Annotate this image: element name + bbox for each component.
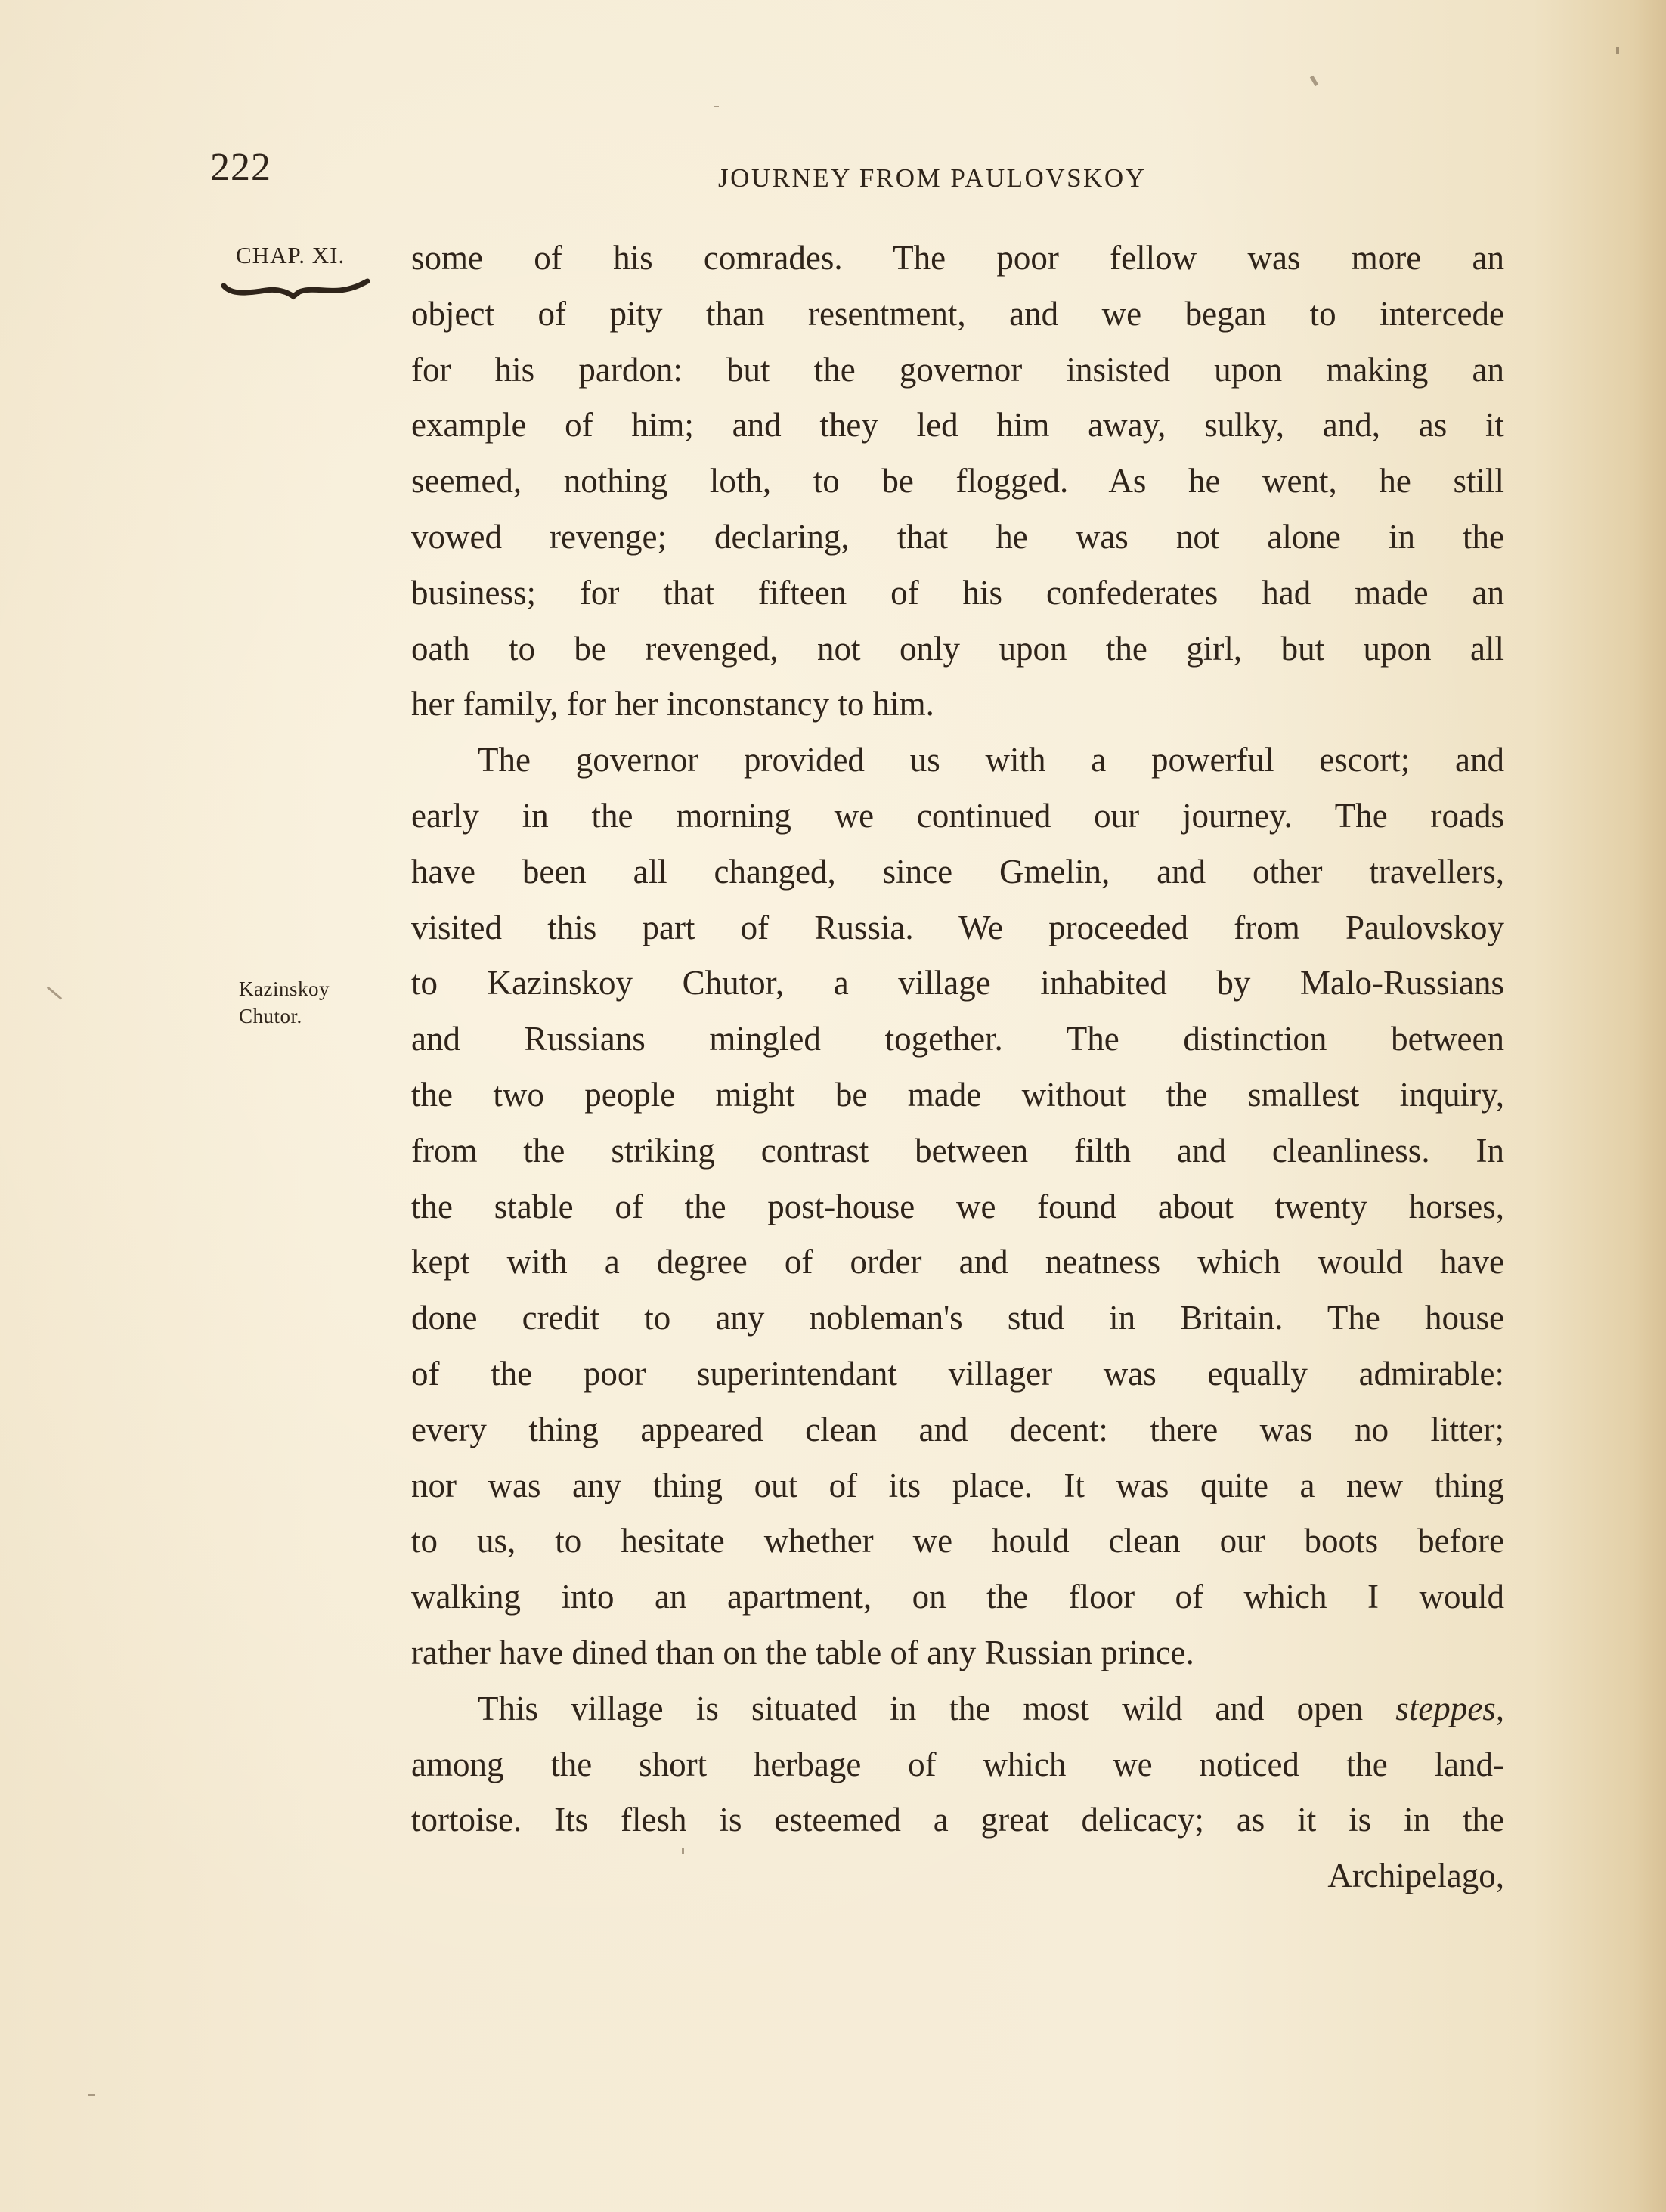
text-line: some of his comrades. The poor fellow was more an [411,239,1504,277]
body-text [411,231,1504,1904]
text-line: vowed revenge; declaring, that he was not alone in the [411,517,1504,556]
paper-speck [1616,47,1619,54]
text-line: oath to be revenged, not only upon the girl, but upon all [411,629,1504,668]
chapter-label: CHAP. XI. [236,242,345,268]
text-line: to us, to hesitate whether we hould clean our boots before [411,1522,1504,1560]
emphasis-steppes: steppes, [1395,1689,1504,1727]
text-line: walking into an apartment, on the floor of which I would [411,1578,1504,1616]
paper-speck [714,106,719,107]
text-line: rather have dined than on the table of any Russian prince. [411,1633,1194,1671]
running-head: JOURNEY FROM PAULOVSKOY [718,163,1147,193]
text-line: her family, for her inconstancy to him. [411,685,934,723]
text-line: seemed, nothing loth, to be flogged. As he went, he still [411,462,1504,500]
paper-speck [682,1848,684,1854]
paper-speck [88,2094,95,2096]
text-line: nor was any thing out of its place. It was quite a new thing [411,1466,1504,1504]
text-line: tortoise. Its flesh is esteemed a great delicacy; as it is in the [411,1801,1504,1839]
text-line: have been all changed, since Gmelin, and other travellers, [411,852,1504,891]
text-line: to Kazinskoy Chutor, a village inhabited by Malo-Russians [411,964,1504,1002]
text-line: the stable of the post-house we found about twenty horses, [411,1187,1504,1225]
ornament-flourish-icon [221,278,370,308]
text-line: object of pity than resentment, and we began to intercede [411,294,1504,333]
text-line-part: This village is situated in the most wild and open [478,1689,1364,1727]
text-line: kept with a degree of order and neatness which would have [411,1243,1504,1281]
text-line: The governor provided us with a powerful escort; and [478,741,1504,779]
text-line: and Russians mingled together. The distinction between [411,1020,1504,1058]
catchword: Archipelago, [1327,1857,1504,1895]
paper-speck [1310,76,1318,87]
page-number: 222 [210,146,271,189]
text-line: visited this part of Russia. We proceeded from Paulovskoy [411,908,1504,946]
text-line: done credit to any nobleman's stud in Britain. The house [411,1299,1504,1337]
margin-note [239,975,330,1030]
text-line: example of him; and they led him away, sulky, and, as it [411,406,1504,445]
text-line: early in the morning we continued our journey. The roads [411,796,1504,835]
text-line: every thing appeared clean and decent: there was no litter; [411,1410,1504,1448]
margin-note-line: Kazinskoy [239,977,330,1000]
margin-note-line: Chutor. [239,1005,302,1027]
text-line: from the striking contrast between filth and cleanliness. In [411,1131,1504,1170]
text-line: the two people might be made without the smallest inquiry, [411,1075,1504,1114]
paper-speck [47,987,62,1000]
text-line [411,1681,1504,1737]
text-line: among the short herbage of which we noticed the land- [411,1745,1504,1783]
text-line: for his pardon: but the governor insisted upon making an [411,350,1504,389]
text-line: business; for that fifteen of his confederates had made an [411,573,1504,612]
text-line: of the poor superintendant villager was equally admirable: [411,1354,1504,1393]
